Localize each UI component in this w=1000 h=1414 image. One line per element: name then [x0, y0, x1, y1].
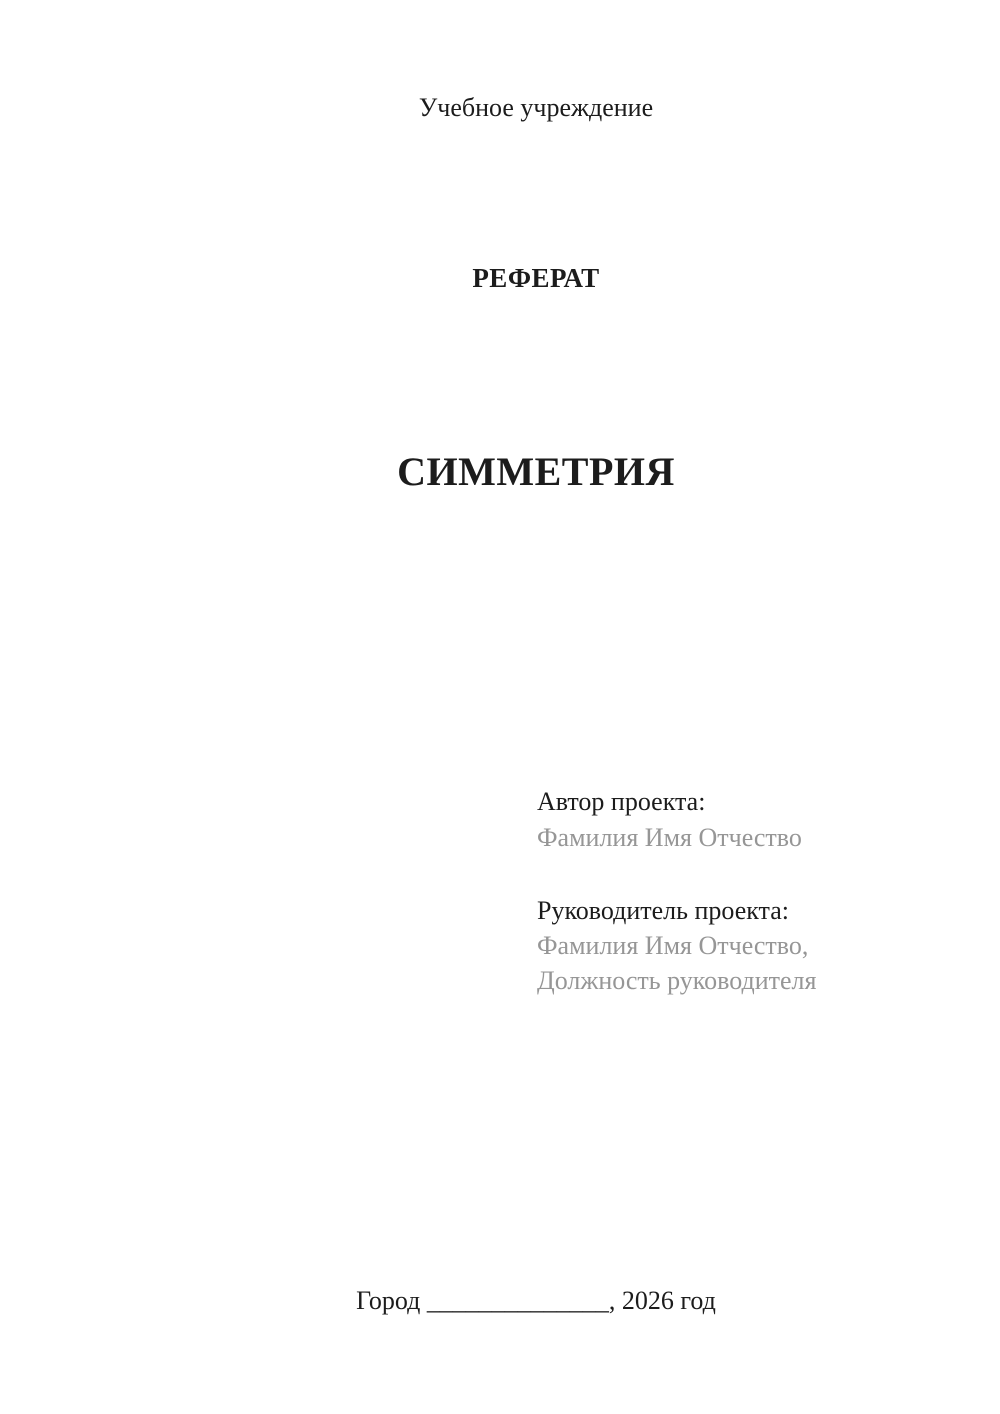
- author-label: Автор проекта:: [537, 787, 706, 816]
- city-year-line: Город ______________, 2026 год: [356, 1286, 716, 1315]
- supervisor-label: Руководитель проекта:: [537, 896, 790, 925]
- document-title: СИММЕТРИЯ: [397, 449, 675, 494]
- author-name-placeholder: Фамилия Имя Отчество: [537, 823, 802, 852]
- author-credit-block: [537, 784, 802, 856]
- document-type-heading: РЕФЕРАТ: [472, 263, 600, 293]
- supervisor-position-placeholder: Должность руководителя: [537, 966, 817, 995]
- institution-line: Учебное учреждение: [418, 93, 654, 122]
- supervisor-credit-block: [537, 893, 816, 998]
- supervisor-name-placeholder: Фамилия Имя Отчество,: [537, 931, 809, 960]
